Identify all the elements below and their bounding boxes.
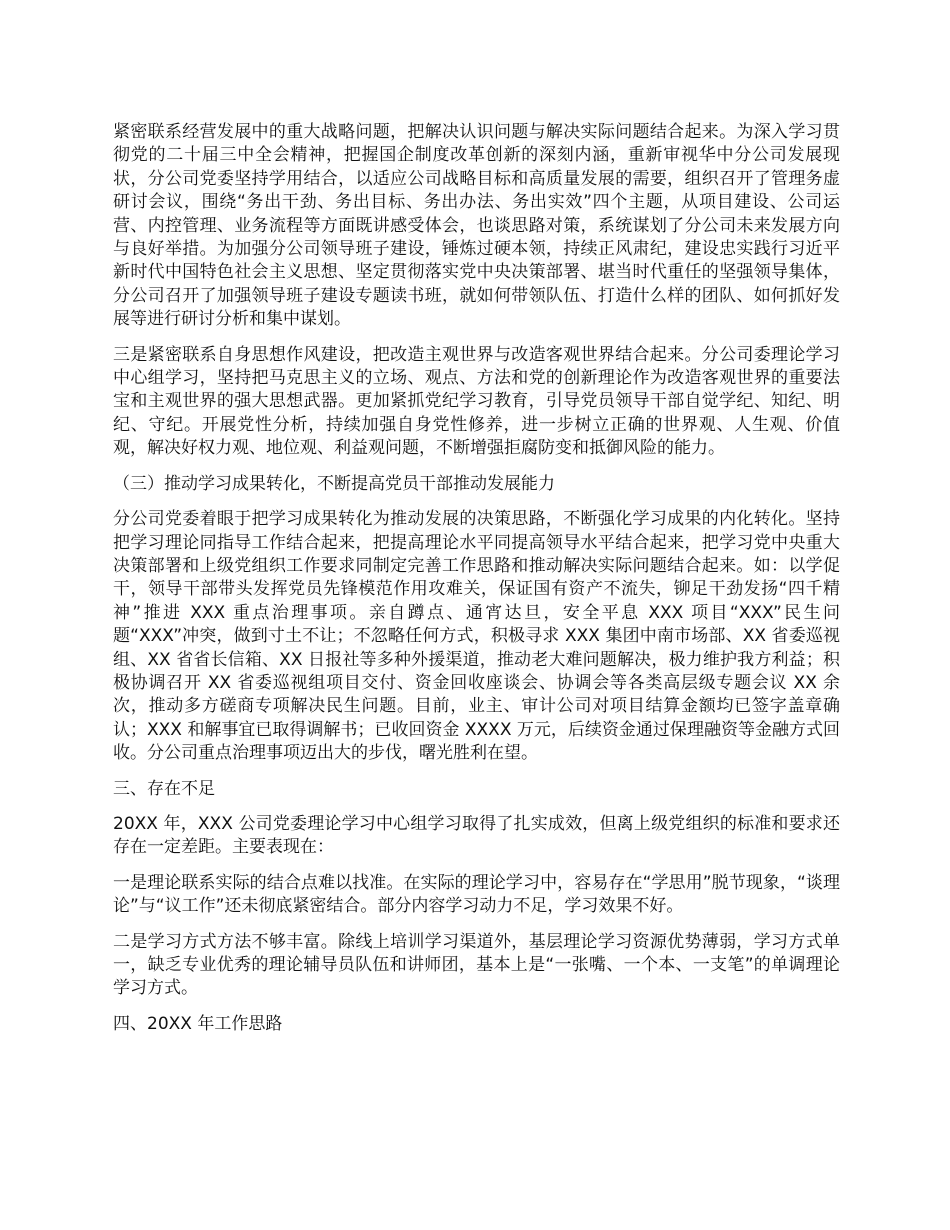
paragraph-results-conversion: 分公司党委着眼于把学习成果转化为推动发展的决策思路，不断强化学习成果的内化转化。坚持把学习理论同指导工作结合起来，把提高理论水平同提高领导水平结合起来，把学习党中央重大决策部署和上级党组织工作要求同制定完善工作思路和推动解决实际问题结合起来。如：以学促干，领导干部带头发挥党员先锋模范作用攻难关，保证国有资产不流失，铆足干劲发扬“四千精神”推进 XXX 重点治理事项。亲自蹲点、通宵达旦，安全平息 XXX 项目“XXX”民生问题“XXX”冲突，做到寸土不让；不忽略任何方式，积极寻求 XXX 集团中南市场部、XX 省委巡视组、XX 省省长信箱、XX 日报社等多种外援渠道，推动老大难问题解决，极力维护我方利益；积极协调召开 XX 省委巡视组项目交付、资金回收座谈会、协调会等各类高层级专题会议 XX 余次，推动多方磋商专项解决民生问题。目前，业主、审计公司对项目结算金额均已签字盖章确认；XXX 和解事宜已取得调解书；已收回资金 XXXX 万元，后续资金通过保理融资等金融方式回收。分公司重点治理事项迈出大的步伐，曙光胜利在望。: [113, 509, 840, 764]
paragraph-shortcomings-intro: 20XX 年，XXX 公司党委理论学习中心组学习取得了扎实成效，但离上级党组织的标准和要求还存在一定差距。主要表现在：: [113, 813, 840, 858]
paragraph-shortcoming-one: 一是理论联系实际的结合点难以找准。在实际的理论学习中，容易存在“学思用”脱节现象，“谈理论”与“议工作”还未彻底紧密结合。部分内容学习动力不足，学习效果不好。: [113, 872, 840, 917]
document-page: [113, 121, 840, 1048]
section-heading-work-plan: 四、20XX 年工作思路: [113, 1013, 283, 1034]
section-heading-shortcomings: 三、存在不足: [113, 778, 215, 799]
subheading-results-conversion: （三）推动学习成果转化，不断提高党员干部推动发展能力: [113, 473, 555, 494]
paragraph-strategy: 紧密联系经营发展中的重大战略问题，把解决认识问题与解决实际问题结合起来。为深入学习贯彻党的二十届三中全会精神，把握国企制度改革创新的深刻内涵，重新审视华中分公司发展现状，分公司党委坚持学用结合，以适应公司战略目标和高质量发展的需要，组织召开了管理务虚研讨会议，围绕“务出干劲、务出目标、务出办法、务出实效”四个主题，从项目建设、公司运营、内控管理、业务流程等方面既讲感受体会，也谈思路对策，系统谋划了分公司未来发展方向与良好举措。为加强分公司领导班子建设，锤炼过硬本领，持续正风肃纪，建设忠实践行习近平新时代中国特色社会主义思想、坚定贯彻落实党中央决策部署、堪当时代重任的坚强领导集体，分公司召开了加强领导班子建设专题读书班，就如何带领队伍、打造什么样的团队、如何抓好发展等进行研讨分析和集中谋划。: [113, 122, 840, 330]
paragraph-shortcoming-two: 二是学习方式方法不够丰富。除线上培训学习渠道外，基层理论学习资源优势薄弱，学习方式单一，缺乏专业优秀的理论辅导员队伍和讲师团，基本上是“一张嘴、一个本、一支笔”的单调理论学习方式。: [113, 931, 840, 999]
paragraph-third-point: 三是紧密联系自身思想作风建设，把改造主观世界与改造客观世界结合起来。分公司委理论学习中心组学习，坚持把马克思主义的立场、观点、方法和党的创新理论作为改造客观世界的重要法宝和主观世界的强大思想武器。更加紧抓党纪学习教育，引导党员领导干部自觉学纪、知纪、明纪、守纪。开展党性分析，持续加强自身党性修养，进一步树立正确的世界观、人生观、价值观，解决好权力观、地位观、利益观问题，不断增强拒腐防变和抵御风险的能力。: [113, 344, 840, 459]
